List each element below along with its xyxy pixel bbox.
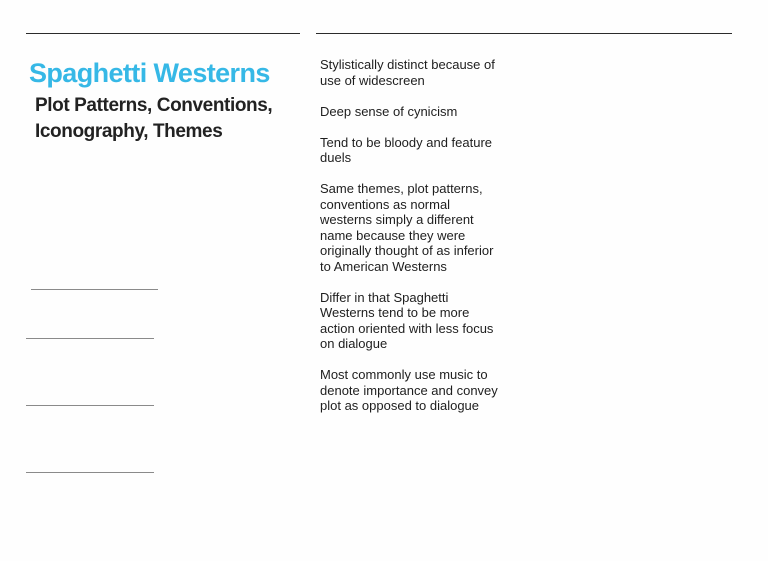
divider-line-2 (26, 338, 154, 339)
bullet-item: Most commonly use music to denote importance and convey plot as opposed to dialogue (320, 367, 498, 413)
slide-subtitle: Plot Patterns, Conventions, Iconography, Themes (35, 95, 273, 142)
bullet-item: Differ in that Spaghetti Westerns tend to be more action oriented with less focus on dialogue (320, 289, 494, 351)
bullet-item: Same themes, plot patterns, conventions as normal westerns simply a different name because they were originally thought of as inferior to American Westerns (320, 181, 494, 274)
bullet-item: Deep sense of cynicism (320, 103, 458, 119)
slide-title: Spaghetti Westerns (29, 58, 270, 88)
divider-line-3 (26, 405, 154, 406)
bullet-item: Stylistically distinct because of use of widescreen (320, 57, 495, 88)
divider-line-1 (31, 289, 158, 290)
divider-line-4 (26, 472, 154, 473)
top-right-rule (316, 33, 732, 34)
bullet-item: Tend to be bloody and feature duels (320, 134, 493, 165)
top-left-rule (26, 33, 300, 34)
bullet-list (320, 57, 500, 429)
